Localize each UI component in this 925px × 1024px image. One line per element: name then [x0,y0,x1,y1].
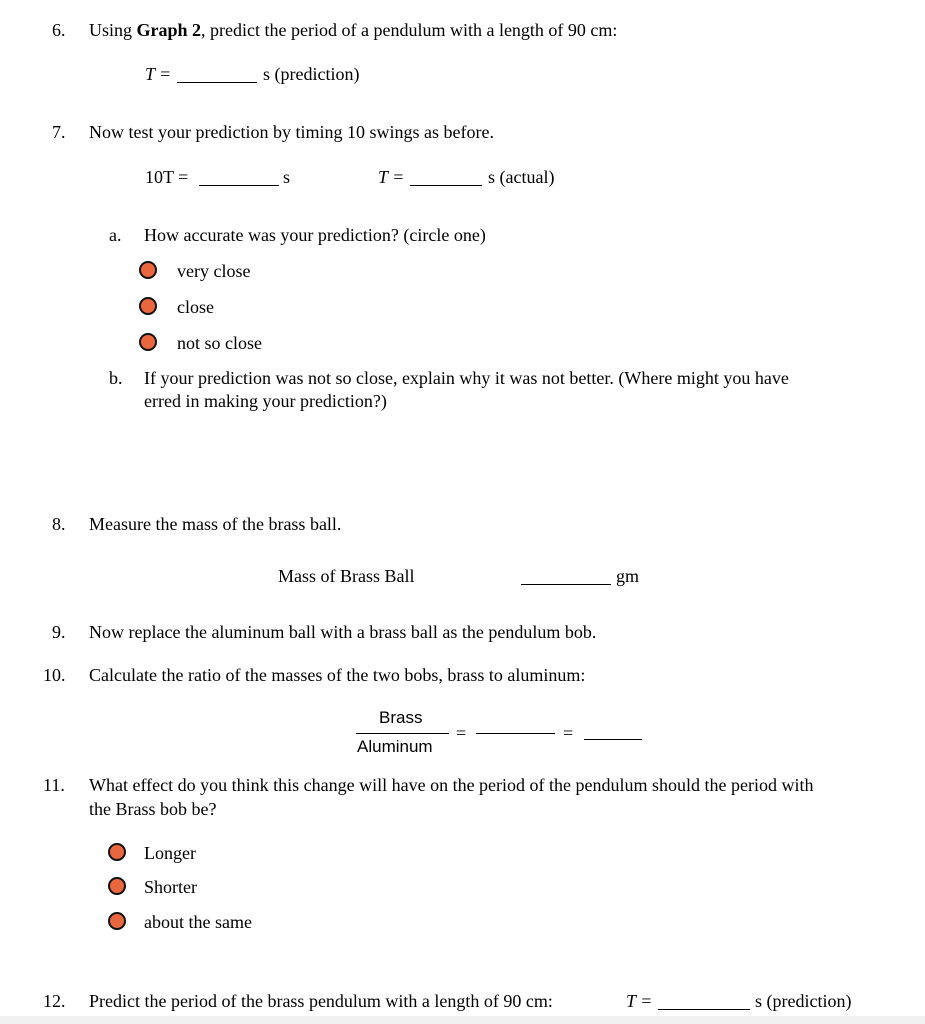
q8-unit: gm [616,566,640,586]
q8-label: Mass of Brass Ball [278,566,415,586]
radio-very-close[interactable] [139,261,157,279]
q6-text-before: Using [89,20,137,40]
q7-eq1-unit: s [283,167,291,187]
q11-line2: the Brass bob be? [89,799,217,819]
q6-eq-label: T = [145,64,172,84]
q7a-text: How accurate was your prediction? (circle one) [144,225,486,245]
q8-text: Measure the mass of the brass ball. [89,514,342,534]
q11-option-label: about the same [144,912,252,932]
q6-text [89,21,617,39]
q10-numerator: Brass [379,708,423,727]
q11-line1: What effect do you think this change will have on the period of the pendulum should the period with [89,775,814,795]
q9-text: Now replace the aluminum ball with a brass ball as the pendulum bob. [89,622,597,642]
q6-answer-blank[interactable] [177,68,257,83]
q10-text: Calculate the ratio of the masses of the two bobs, brass to aluminum: [89,665,586,685]
q6-bold: Graph 2 [136,20,202,40]
q7b-letter: b. [109,368,123,388]
q12-answer-blank[interactable] [658,995,750,1010]
q12-eq-label: T = [626,991,653,1011]
q9-number: 9. [52,622,66,642]
q10-blank-2[interactable] [584,739,642,740]
q7-eq2-label: T = [378,167,405,187]
radio-not-so-close[interactable] [139,333,157,351]
fraction-bar [356,733,449,734]
q11-number: 11. [43,775,65,795]
q6-text-after: , predict the period of a pendulum with a length of 90 cm: [201,20,618,40]
q6-eq-unit: s (prediction) [263,64,360,84]
q7-eq1-blank[interactable] [199,171,279,186]
q7b-line1: If your prediction was not so close, explain why it was not better. (Where might you have [144,368,789,388]
q10-denominator: Aluminum [357,737,433,756]
q7-eq2-unit: s (actual) [488,167,555,187]
q12-number: 12. [43,991,66,1011]
q12-text: Predict the period of the brass pendulum with a length of 90 cm: [89,991,553,1011]
radio-about-the-same[interactable] [108,912,126,930]
q7-eq2-blank[interactable] [410,171,482,186]
q7-number: 7. [52,122,66,142]
q11-option-label: Longer [144,843,196,863]
q7a-letter: a. [109,225,122,245]
q10-equals-2: = [563,723,574,743]
q7a-option-label: very close [177,261,251,281]
q7-text: Now test your prediction by timing 10 swings as before. [89,122,494,142]
q10-blank-1[interactable] [476,733,555,734]
q10-equals-1: = [456,723,467,743]
q7b-line2: erred in making your prediction?) [144,391,387,411]
q7-eq1-label: 10T = [145,167,189,187]
q12-eq-unit: s (prediction) [755,991,852,1011]
q7a-option-label: not so close [177,333,262,353]
radio-longer[interactable] [108,843,126,861]
q7a-option-label: close [177,297,214,317]
q10-number: 10. [43,665,66,685]
q8-mass-blank[interactable] [521,570,611,585]
q8-number: 8. [52,514,66,534]
radio-close[interactable] [139,297,157,315]
page-bottom-edge [0,1016,925,1024]
q6-number: 6. [52,20,66,40]
radio-shorter[interactable] [108,877,126,895]
q11-option-label: Shorter [144,877,197,897]
